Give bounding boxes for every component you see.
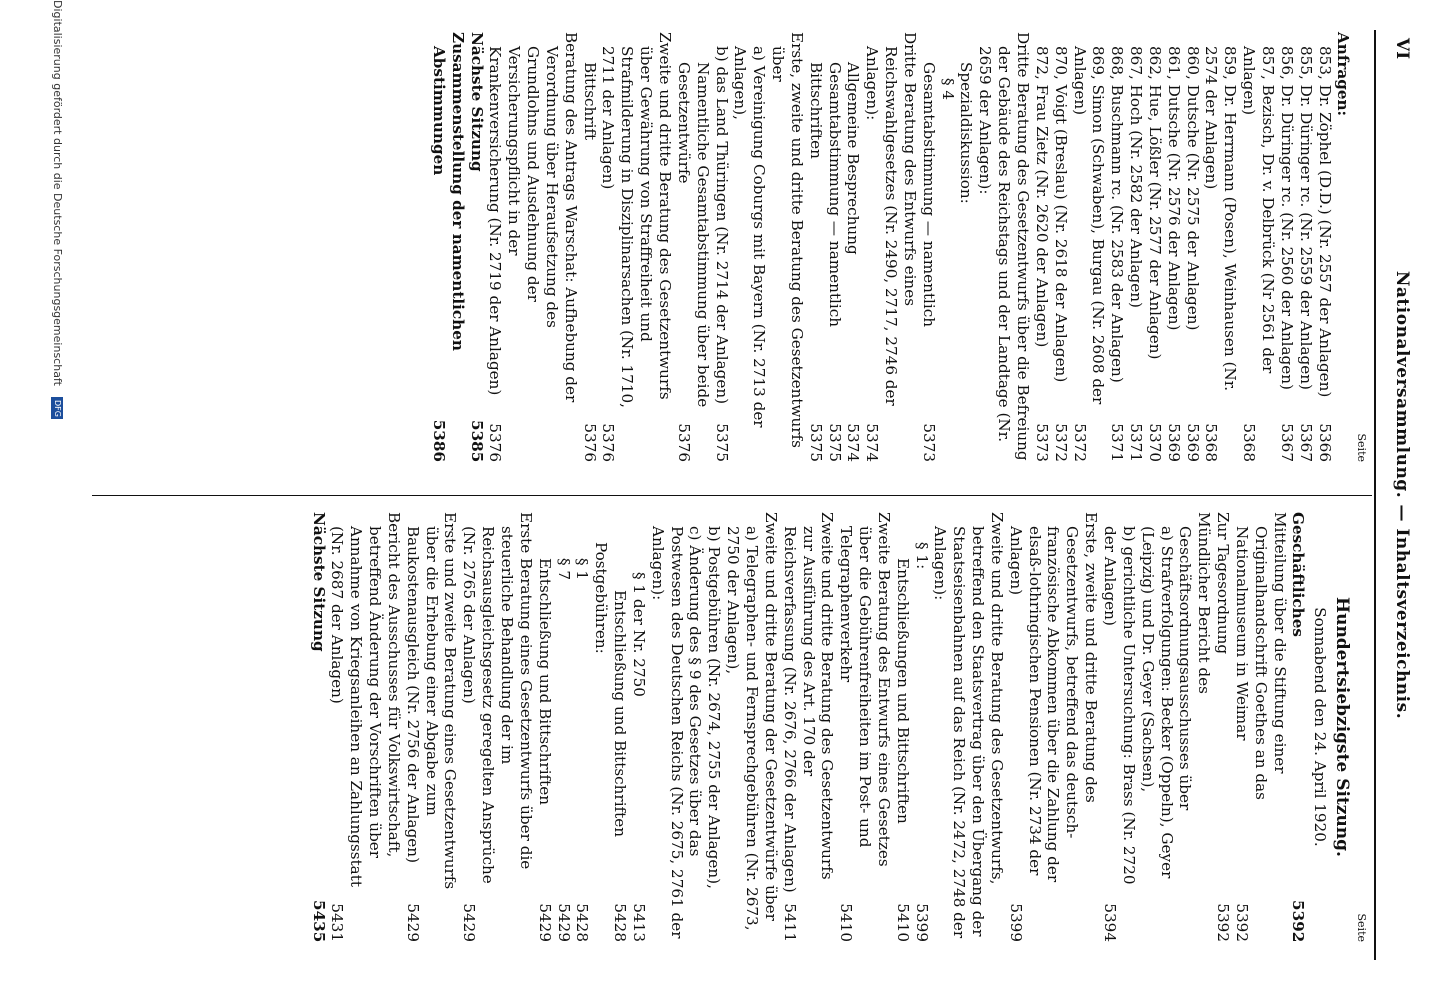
toc-entry-text: Dritte Beratung des Gesetzentwurfs über die Befreiung der Gebäude des Reichstags und der Landtage (Nr. 2659 der Anlagen): — [976, 32, 1033, 461]
toc-entry — [912, 512, 931, 942]
toc-entry-page: 5368 — [1202, 423, 1221, 462]
toc-entry — [1070, 32, 1108, 462]
toc-entry — [1334, 32, 1353, 462]
toc-entry-page: 5386 — [429, 419, 448, 462]
toc-entry-text: Nächste Sitzung — [309, 512, 328, 652]
toc-entry-text: Gesamtabstimmung — namentlich — [825, 62, 844, 328]
toc-entry-text: § 1 — [573, 558, 592, 581]
toc-entry-text: Postgebühren: — [592, 542, 611, 654]
toc-entry-text: Entschließungen und Bittschriften — [893, 558, 912, 824]
toc-entry-page: 5413 — [629, 903, 648, 942]
toc-entry-text: b) Postgebühren (Nr. 2674, 2755 der Anlagen), — [705, 526, 724, 889]
toc-entry-text: a) Telegraphen- und Fernsprechgebühren (Nr. 2673, 2750 der Anlagen), — [724, 526, 761, 931]
toc-entry-page: 5392 — [1232, 903, 1251, 942]
toc-entry — [1032, 32, 1051, 462]
toc-entry-page: 5410 — [837, 903, 856, 942]
toc-entry-page: 5371 — [1108, 423, 1127, 462]
toc-entry-text: Erste, zweite und dritte Beratung des Gesetzentwurfs, betreffend das deutsch-französische Abkommen über die Zahlung der elsaß-lothringischen Pensionen (Nr. 2734 der Anlagen) — [1006, 512, 1101, 883]
toc-entry-page: 5374 — [863, 423, 882, 462]
seite-label: Seite — [1355, 433, 1368, 462]
toc-entry — [486, 32, 580, 462]
toc-entry-page: 5429 — [403, 903, 422, 942]
toc-entry-text: 855, Dr. Düringer rc. (Nr. 2559 der Anlagen) — [1296, 46, 1315, 390]
toc-entry-page: 5376 — [486, 423, 505, 462]
toc-entry-text: Bericht des Ausschusses für Volkswirtschaft, betreffend Änderung der Vorschriften über Annahme von Kriegsanleihen an Zahlungsstatt (Nr. 2687 der Anlagen) — [328, 512, 403, 887]
toc-entry — [1138, 512, 1176, 942]
toc-entry — [580, 32, 599, 462]
toc-entry-page: 5376 — [580, 423, 599, 462]
toc-entry-page: 5370 — [1145, 423, 1164, 462]
toc-entry-text: Entschließung und Bittschriften — [535, 558, 554, 806]
toc-entry-page: 5435 — [309, 900, 328, 943]
page-header — [1374, 30, 1434, 960]
toc-entry-text: 872, Frau Zietz (Nr. 2620 der Anlagen) — [1032, 46, 1051, 348]
toc-entry-text: Zur Tagesordnung — [1214, 512, 1233, 655]
toc-entry — [1289, 512, 1308, 942]
toc-entry — [768, 32, 806, 462]
toc-entry-text: Erste und zweite Beratung eines Gesetzentwurfs über die Erhebung einer Abgabe zum Baukostenausgleich (Nr. 2756 der Anlagen) — [403, 512, 460, 890]
toc-entry-page: 5410 — [893, 903, 912, 942]
toc-entry-text: § 7 — [554, 558, 573, 581]
toc-entry-text: Zweite und dritte Beratung des Gesetzentwurfs über Gewährung von Straffreiheit und Strafmilderung in Disziplinarsachen (Nr. 1710, 2711 der Anlagen) — [599, 32, 674, 408]
toc-entry-text: § 4 — [938, 78, 957, 101]
toc-entry — [806, 32, 825, 462]
footer-text: Digitalisierung gefördert durch die Deutsche Forschungsgemeinschaft — [51, 0, 64, 386]
toc-entry — [919, 32, 938, 462]
toc-entry — [931, 512, 1006, 942]
toc-entry-page: 5429 — [554, 903, 573, 942]
toc-entry-text: Zweite und dritte Beratung des Gesetzentwurfs, betreffend den Staatsvertrag über den Übergang der Staatseisenbahnen auf das Reich (Nr. 2472, 2748 der Anlagen): — [931, 512, 1006, 939]
toc-entry — [723, 512, 761, 942]
toc-entry-text: Zweite und dritte Beratung der Gesetzentwürfe über — [761, 512, 780, 921]
toc-entry — [1202, 32, 1240, 462]
toc-entry-page: 5431 — [328, 903, 347, 942]
toc-entry-text: Erste, zweite und dritte Beratung des Gesetzentwurfs über — [769, 32, 806, 448]
right-column — [309, 512, 1368, 942]
toc-entry — [1183, 32, 1202, 462]
toc-entry — [1107, 32, 1126, 462]
toc-entry-page: 5428 — [611, 903, 630, 942]
toc-entry-page: 5375 — [825, 423, 844, 462]
toc-entry-page: 5375 — [712, 423, 731, 462]
toc-entry — [712, 32, 731, 462]
toc-entry-text: Dritte Beratung des Entwurfs eines Reichswahlgesetzes (Nr. 2490, 2717, 2746 der Anlagen): — [863, 32, 919, 406]
toc-entry-text: a) Vereinigung Coburgs mit Bayern (Nr. 2713 der Anlagen), — [731, 46, 769, 428]
toc-entry-page: 5369 — [1183, 423, 1202, 462]
toc-entry-text: 862, Hue, Lößler (Nr. 2577 der Anlagen) — [1145, 46, 1164, 360]
toc-entry-text: Namentliche Gesamtabstimmung über beide Gesetzentwürfe — [674, 62, 712, 408]
toc-entry-page: 5392 — [1214, 903, 1233, 942]
toc-entry — [704, 512, 723, 942]
toc-entry-text: c) Änderung des § 9 des Gesetzes über das Postwesen des Deutschen Reichs (Nr. 2675, 2761 der Anlagen): — [648, 526, 705, 939]
toc-entry — [629, 512, 648, 942]
toc-entry-page: 5394 — [1101, 903, 1120, 942]
toc-entry-text: Zweite Beratung des Entwurfs eines Gesetzes über die Gebührenfreiheiten im Post- und Telegraphenverkehr — [837, 512, 893, 867]
toc-entry — [844, 32, 863, 462]
toc-entry — [1164, 32, 1183, 462]
toc-entry-page: 5392 — [1289, 900, 1308, 943]
toc-entry-text: 856, Dr. Düringer rc. (Nr. 2560 der Anlagen) — [1277, 46, 1296, 390]
toc-entry — [1239, 32, 1277, 462]
toc-entry-text: Erste Beratung eines Gesetzentwurfs über die steuerliche Behandlung der im Reichsausgleichsgesetz geregelten Ansprüche (Nr. 2765 der Anlagen) — [460, 512, 535, 884]
toc-entry-text: Zweite und dritte Beratung des Gesetzentwurfs zur Ausführung des Art. 170 der Reichsverfassung (Nr. 2676, 2766 der Anlagen) — [780, 512, 837, 893]
toc-entry-text: Gesamtabstimmung — namentlich — [919, 62, 938, 328]
toc-entry-page: 5376 — [599, 423, 618, 462]
toc-entry — [957, 32, 976, 462]
toc-entry — [1100, 512, 1138, 942]
footer — [51, 0, 64, 1000]
toc-entry-page: 5374 — [844, 423, 863, 462]
page-number: VI — [1392, 38, 1412, 60]
toc-entry-text: Zusammenstellung der namentlichen Abstimmungen — [429, 32, 467, 351]
toc-entry-page: 5368 — [1240, 423, 1259, 462]
toc-entry-text: Bittschriften — [806, 62, 825, 159]
toc-entry — [1176, 512, 1214, 942]
toc-entry — [1315, 32, 1334, 462]
toc-entry — [1277, 32, 1296, 462]
toc-entry-text: Spezialdiskussion: — [957, 62, 976, 204]
toc-entry — [467, 32, 486, 462]
session-title: Hundertsiebzigste Sitzung. — [1332, 597, 1353, 857]
page-title: Nationalversammlung. — Inhaltsverzeichnis. — [1392, 270, 1412, 720]
toc-entry-text: 868, Buschmann rc. (Nr. 2583 der Anlagen) — [1108, 46, 1127, 383]
toc-entry-text: 860, Dutsche (Nr. 2575 der Anlagen) — [1183, 46, 1202, 331]
toc-entry-page: 5429 — [460, 903, 479, 942]
toc-entry-text: 861, Dutsche (Nr. 2576 der Anlagen) — [1164, 46, 1183, 331]
toc-entry-text: 859, Dr. Herrmann (Posen), Weinhausen (Nr. 2574 der Anlagen) — [1202, 46, 1240, 392]
toc-entry-page: 5369 — [1164, 423, 1183, 462]
toc-entry — [938, 32, 957, 462]
toc-entry-text: Mündlicher Bericht des Geschäftsordnungsausschusses über — [1176, 512, 1214, 811]
toc-entry — [328, 512, 403, 942]
toc-entry — [591, 512, 610, 942]
toc-entry-text: 867, Hoch (Nr. 2582 der Anlagen) — [1127, 46, 1146, 308]
toc-entry-text: b) das Land Thüringen (Nr. 2714 der Anlagen) — [712, 46, 731, 405]
dfg-logo: DFG — [51, 397, 63, 419]
toc-entry — [648, 512, 705, 942]
toc-entry-text: Entschließung und Bittschriften — [611, 590, 630, 838]
toc-entry — [1296, 32, 1315, 462]
toc-entry-page: 5372 — [1070, 423, 1089, 462]
toc-entry-text: Allgemeine Besprechung — [844, 62, 863, 255]
toc-entry — [429, 32, 467, 462]
toc-entry-page: 5375 — [806, 423, 825, 462]
toc-entry-text: Mitteilung über die Stiftung einer Originalhandschrift Goethes an das Nationalmuseum in Weimar — [1232, 512, 1289, 800]
toc-entry-text: 853, Dr. Zöphel (D.D.) (Nr. 2557 der Anlagen) — [1315, 46, 1334, 398]
toc-entry-text: Bittschrift — [580, 62, 599, 141]
left-column — [429, 32, 1368, 462]
toc-entry — [459, 512, 534, 942]
toc-entry-text: b) gerichtliche Untersuchung: Brass (Nr. 2720 der Anlagen) — [1101, 526, 1138, 885]
toc-entry — [893, 512, 912, 942]
toc-entry — [309, 512, 328, 942]
toc-entry-text: Anfragen: — [1334, 32, 1353, 117]
toc-entry — [554, 512, 573, 942]
toc-entry-text: 869, Simon (Schwaben), Burgau (Nr. 2608 der Anlagen) — [1070, 46, 1108, 405]
toc-entry-page: 5367 — [1277, 423, 1296, 462]
toc-entry-page: 5411 — [780, 903, 799, 942]
toc-entry-page: 5376 — [674, 423, 693, 462]
toc-entry-page: 5399 — [912, 903, 931, 942]
toc-entry — [573, 512, 592, 942]
toc-entry — [610, 512, 629, 942]
session-date: Sonnabend den 24. April 1920. — [1311, 607, 1330, 847]
toc-entry-text: § 1 der Nr. 2750 — [629, 572, 648, 697]
toc-entry — [1051, 32, 1070, 462]
toc-entry-text: Nächste Sitzung — [467, 32, 486, 172]
toc-entry — [976, 32, 1033, 462]
toc-entry-text: 870, Voigt (Breslau) (Nr. 2618 der Anlagen) — [1051, 46, 1070, 383]
toc-entry — [1232, 512, 1289, 942]
toc-entry — [731, 32, 769, 462]
toc-entry — [1145, 32, 1164, 462]
toc-entry-text: a) Strafverfolgungen: Becker (Oppeln), Geyer (Leipzig) und Dr. Geyer (Sachsen), — [1138, 526, 1176, 879]
toc-entry-page: 5373 — [919, 423, 938, 462]
seite-label: Seite — [1355, 913, 1368, 942]
toc-entry-page: 5385 — [467, 420, 486, 463]
toc-entry — [674, 32, 712, 462]
toc-entry-page: 5372 — [1051, 423, 1070, 462]
toc-entry-page: 5366 — [1315, 423, 1334, 462]
toc-entry — [1006, 512, 1100, 942]
toc-entry — [535, 512, 554, 942]
toc-entry — [780, 512, 837, 942]
toc-entry-text: Geschäftliches — [1289, 512, 1308, 637]
toc-entry-text: Beratung des Antrags Warschat: Aufhebung der Verordnung über Heraufsetzung des Grundlohns und Ausdehnung der Versicherungspflicht in der Krankenversicherung (Nr. 2719 der Anlagen) — [486, 32, 580, 403]
toc-entry — [862, 32, 919, 462]
toc-entry — [1126, 32, 1145, 462]
toc-entry-page: 5429 — [535, 903, 554, 942]
column-divider — [92, 495, 1372, 496]
toc-entry — [599, 32, 674, 462]
toc-entry-page: 5373 — [1032, 423, 1051, 462]
toc-entry — [403, 512, 460, 942]
toc-entry — [825, 32, 844, 462]
toc-entry-page: 5428 — [573, 903, 592, 942]
toc-entry-page: 5371 — [1127, 423, 1146, 462]
toc-entry-text: § 1: — [912, 542, 931, 570]
toc-entry — [1213, 512, 1232, 942]
toc-entry-text: 857, Bezisch, Dr. v. Delbrück (Nr 2561 der Anlagen) — [1240, 46, 1277, 374]
toc-entry — [836, 512, 893, 942]
toc-entry-page: 5399 — [1006, 903, 1025, 942]
toc-entry-page: 5367 — [1296, 423, 1315, 462]
toc-entry — [761, 512, 780, 942]
